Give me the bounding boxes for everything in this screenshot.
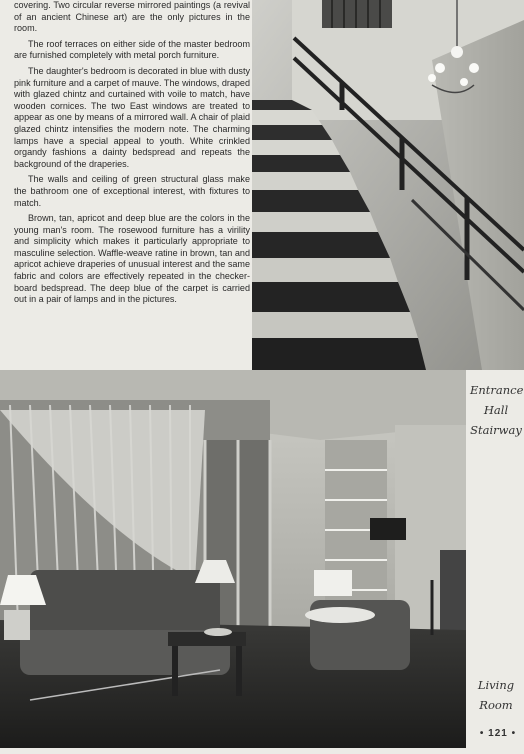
paragraph-4: The walls and ceiling of green structural glass make the bathroom one of exceptional interest, with fixtures to match. — [14, 174, 250, 208]
stairway-caption-line-3: Stairway — [470, 423, 522, 437]
stairway-caption-line-2: Hall — [483, 403, 509, 417]
stairway-caption — [470, 380, 522, 440]
article-text — [14, 0, 250, 364]
living-caption-line-1: Living — [477, 678, 515, 692]
paragraph-1: covering. Two circular reverse mirrored paintings (a revival of an ancient Chinese art) are the only pictures in the room. — [14, 0, 250, 34]
stairway-caption-line-1: Entrance — [470, 383, 524, 397]
living-caption-line-2: Room — [479, 698, 513, 712]
page-number: • 121 • — [479, 728, 517, 739]
paragraph-3: The daughter's bedroom is decorated in blue with dusty pink furniture and a carpet of mauve. The windows, draped with glazed chintz and curtained with voile to match, have wooden cornices. The two East windows are treated to appear as one by means of a mirrored wall. A chair of plaid glazed chintz intensifies the modern note. The charming lamps have a special appeal to youth. White crinkled organdy fashions a dainty bedspread and repeats the background of the draperies. — [14, 65, 250, 169]
living-room-caption — [470, 675, 522, 715]
living-room-photo — [0, 370, 466, 748]
stairway-photo — [252, 0, 524, 370]
paragraph-2: The roof terraces on either side of the master bedroom are furnished completely with metal porch furniture. — [14, 38, 250, 61]
paragraph-5: Brown, tan, apricot and deep blue are the colors in the young man's room. The rosewood furniture has a virility and simplicity which makes it particularly appropriate to masculine selection. Waffle-weave ratine in brown, tan and apricot achieve draperies of unusual interest and the same fabric and colors are effectively repeated in the checker-board bedspread. The deep blue of the carpet is carried out in a pair of lamps and in the pictures. — [14, 213, 250, 305]
